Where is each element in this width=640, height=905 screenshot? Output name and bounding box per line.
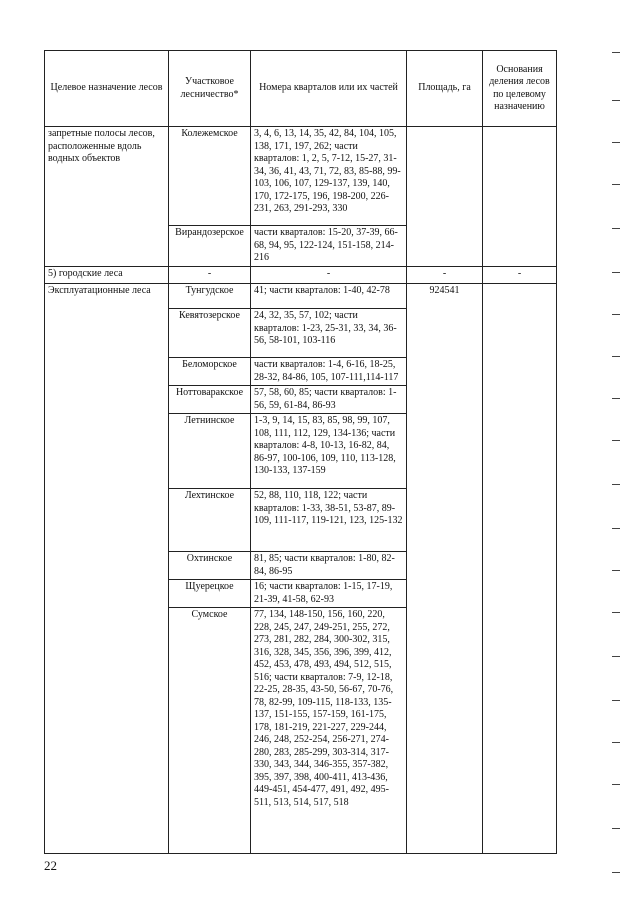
margin-tick (612, 356, 620, 357)
table-row (45, 284, 557, 309)
district-cell: - (169, 267, 251, 284)
purpose-cell: 5) городские леса (45, 267, 169, 284)
margin-tick (612, 656, 620, 657)
header-row (45, 51, 557, 127)
district-cell: Щуерецкое (169, 580, 251, 608)
margin-tick (612, 314, 620, 315)
district-cell: Ноттоваракское (169, 386, 251, 414)
quarters-cell: 57, 58, 60, 85; части кварталов: 1-56, 59, 61-84, 86-93 (251, 386, 407, 414)
margin-tick (612, 52, 620, 53)
table-row (45, 127, 557, 226)
header-purpose: Целевое назначение лесов (45, 51, 169, 127)
margin-tick (612, 828, 620, 829)
area-cell: 924541 (407, 284, 483, 854)
margin-tick (612, 700, 620, 701)
quarters-cell: 77, 134, 148-150, 156, 160, 220, 228, 245, 247, 249-251, 255, 272, 273, 281, 282, 284, 300-302, 315, 316, 328, 345, 356, 396, 399, 412, 452, 453, 478, 493, 494, 512, 515, 516; части кварталов: 7-9, 12-18, 22-25, 28-35, 43-50, 56-67, 70-76, 78, 82-99, 109-115, 118-133, 135-137, 151-155, 157-159, 161-175, 178, 181-219, 221-227, 229-244, 246, 248, 252-254, 256-271, 274-280, 283, 285-299, 303-314, 317-330, 343, 344, 346-355, 357-382, 395, 397, 398, 400-411, 413-436, 449-451, 454-477, 491, 492, 495-511, 513, 514, 517, 518 (251, 608, 407, 854)
area-cell (407, 127, 483, 267)
margin-tick (612, 742, 620, 743)
purpose-cell: запретные полосы лесов, расположенные вдоль водных объектов (45, 127, 169, 267)
margin-tick (612, 612, 620, 613)
purpose-cell: Эксплуатационные леса (45, 284, 169, 854)
district-cell: Летнинское (169, 414, 251, 489)
district-cell: Кевятозерское (169, 309, 251, 358)
district-cell: Лехтинское (169, 489, 251, 552)
margin-tick (612, 872, 620, 873)
margin-tick (612, 784, 620, 785)
basis-cell (483, 127, 557, 267)
table-row (45, 267, 557, 284)
district-cell: Сумское (169, 608, 251, 854)
quarters-cell: 52, 88, 110, 118, 122; части кварталов: 1-33, 38-51, 53-87, 89-109, 111-117, 119-121, 123, 125-132 (251, 489, 407, 552)
quarters-cell: - (251, 267, 407, 284)
district-cell: Вирандозерское (169, 226, 251, 267)
margin-tick (612, 484, 620, 485)
district-cell: Тунгудское (169, 284, 251, 309)
margin-tick (612, 142, 620, 143)
district-cell: Охтинское (169, 552, 251, 580)
district-cell: Колежемское (169, 127, 251, 226)
margin-tick (612, 228, 620, 229)
quarters-cell: 16; части кварталов: 1-15, 17-19, 21-39, 41-58, 62-93 (251, 580, 407, 608)
quarters-cell: части кварталов: 15-20, 37-39, 66-68, 94, 95, 122-124, 151-158, 214-216 (251, 226, 407, 267)
quarters-cell: 24, 32, 35, 57, 102; части кварталов: 1-23, 25-31, 33, 34, 36-56, 58-101, 103-116 (251, 309, 407, 358)
margin-tick (612, 440, 620, 441)
margin-tick (612, 528, 620, 529)
basis-cell: - (483, 267, 557, 284)
quarters-cell: 81, 85; части кварталов: 1-80, 82-84, 86-95 (251, 552, 407, 580)
margin-tick (612, 398, 620, 399)
quarters-cell: 3, 4, 6, 13, 14, 35, 42, 84, 104, 105, 138, 171, 197, 262; части кварталов: 1, 2, 5, 7-12, 15-27, 31-34, 36, 41, 43, 71, 72, 83, 85-88, 99-103, 106, 107, 129-137, 139, 140, 170, 172-175, 196, 198-200, 226-231, 263, 291-293, 330 (251, 127, 407, 226)
district-cell: Беломорское (169, 358, 251, 386)
quarters-cell: части кварталов: 1-4, 6-16, 18-25, 28-32, 84-86, 105, 107-111,114-117 (251, 358, 407, 386)
header-basis: Основания деления лесов по целевому назначению (483, 51, 557, 127)
forest-purpose-table (44, 50, 557, 854)
header-quarters: Номера кварталов или их частей (251, 51, 407, 127)
margin-tick (612, 570, 620, 571)
quarters-cell: 41; части кварталов: 1-40, 42-78 (251, 284, 407, 309)
margin-tick (612, 272, 620, 273)
quarters-cell: 1-3, 9, 14, 15, 83, 85, 98, 99, 107, 108, 111, 112, 129, 134-136; части кварталов: 4-8, 10-13, 16-82, 84, 86-97, 100-106, 109, 110, 113-128, 130-133, 137-159 (251, 414, 407, 489)
page-number: 22 (44, 858, 57, 873)
header-area: Площадь, га (407, 51, 483, 127)
area-cell: - (407, 267, 483, 284)
margin-tick (612, 100, 620, 101)
margin-tick (612, 184, 620, 185)
header-district: Участковое лесничество* (169, 51, 251, 127)
basis-cell (483, 284, 557, 854)
